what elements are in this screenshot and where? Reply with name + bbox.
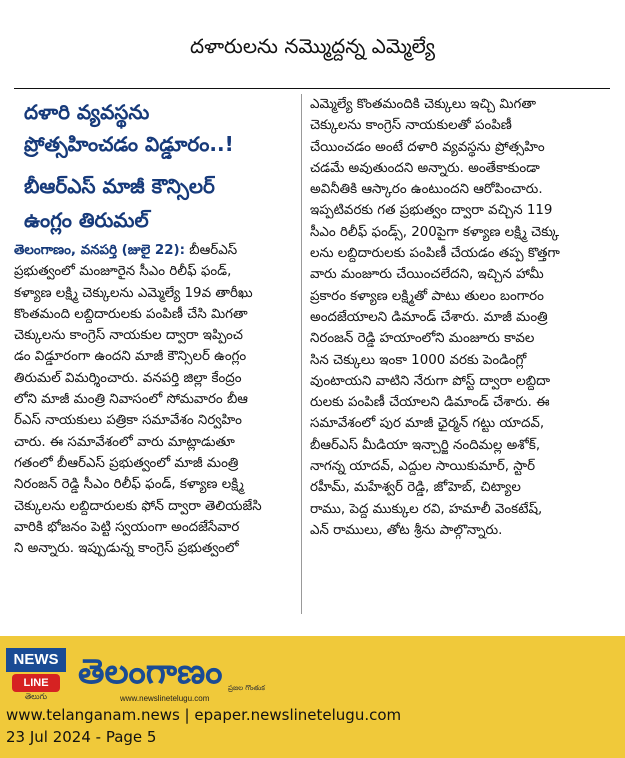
left-line: కళ్యాణ లక్ష్మి చెక్కులను ఎమ్మెల్యే 19వ తారీఖు xyxy=(14,285,253,301)
right-line: చెక్కులను కాంగ్రెస్ నాయకులతో పంపిణీ xyxy=(310,118,512,134)
subhead-line-1: దళారి వ్యవస్థను xyxy=(24,100,150,124)
right-line: రులకు పంపిణీ చేయాలని డిమాండ్ చేశారు. ఈ xyxy=(310,395,550,411)
left-line: చెక్కులను లబ్దిదారులకు ఫోన్ ద్వారా తెలియజేసి xyxy=(14,498,262,514)
left-line: నిరంజన్ రెడ్డి సీఎం రిలీఫ్ ఫండ్, కళ్యాణ లక్ష్మి xyxy=(14,477,244,493)
telanganam-tagline: ప్రజల గొంతుక xyxy=(228,684,265,692)
footer-sites: www.telanganam.news | epaper.newslinetelugu.com xyxy=(6,706,402,724)
right-line: నిరంజన్ రెడ్డి హయాంలోని మంజూరు కావల xyxy=(310,331,535,347)
headline-rule xyxy=(14,88,610,89)
left-line: డం విడ్డూరంగా ఉందని మాజీ కౌన్సిలర్ ఉంగ్లం xyxy=(14,349,247,365)
left-line: ర్ఎస్ నాయకులు పత్రికా సమావేశం నిర్వహిం xyxy=(14,413,242,429)
right-line: రాము, పెద్ద ముక్కుల రవి, హమాలీ వెంకటేష్, xyxy=(310,501,543,517)
left-line-0: బీఆర్ఎస్ xyxy=(189,243,238,258)
subhead-line-4: ఉంగ్లం తిరుమల్ xyxy=(24,208,149,232)
right-line: వుంటాయని వాటిని నేరుగా పోస్ట్ ద్వారా లబ్దిదా xyxy=(310,373,551,389)
column-divider xyxy=(301,94,302,614)
newsline-logo-top: NEWS xyxy=(6,648,66,672)
dateline: తెలంగాణం, వనపర్తి (జులై 22): xyxy=(14,243,186,258)
telanganam-logo-url: www.newslinetelugu.com xyxy=(120,694,210,703)
right-line: సమావేశంలో పుర మాజీ ఛైర్మన్ గట్టు యాదవ్, xyxy=(310,416,545,432)
right-line: సీఎం రిలీఫ్ ఫండ్స్, 200పైగా కళ్యాణ లక్ష్మి చెక్కు xyxy=(310,224,560,240)
subhead-line-2: ప్రోత్సహించడం విడ్డూరం..! xyxy=(24,132,234,156)
newsline-logo-bottom: LINE xyxy=(12,674,60,692)
left-line: కొంతమంది లబ్దిదారులకు పంపిణీ చేసి మిగతా xyxy=(14,306,248,322)
right-line: లను లబ్దిదారులకు పంపిణీ చేయడం తప్ప కొత్తగా xyxy=(310,246,560,262)
newsline-logo xyxy=(6,648,66,700)
left-line: లోని మాజీ మంత్రి నివాసంలో సోమవారం బీఆ xyxy=(14,392,248,408)
left-line: తిరుమల్ విమర్శించారు. వనపర్తి జిల్లా కేంద్రం xyxy=(14,370,242,386)
subhead-line-3: బీఆర్ఎస్ మాజీ కౌన్సిలర్ xyxy=(24,174,215,198)
right-line: అవినీతికి ఆస్కారం ఉంటుందని ఆరోపించారు. xyxy=(310,182,543,198)
right-line: నాగన్న యాదవ్, ఎద్దుల సాయికుమార్, స్టార్ xyxy=(310,459,536,475)
right-line: ఎమ్మెల్యే కొంతమందికి చెక్కులు ఇచ్చి మిగతా xyxy=(310,97,536,112)
left-line: ప్రభుత్వంలో మంజూరైన సీఎం రిలీఫ్ ఫండ్, xyxy=(14,264,232,280)
right-line: చడమే అవుతుందని అన్నారు. అంతేకాకుండా xyxy=(310,160,540,176)
right-line: రహీమ్, మహేశ్వర్ రెడ్డి, జోహెబ్, చిట్యాల xyxy=(310,480,521,496)
headline: దళారులను నమ్మొద్దన్న ఎమ్మెల్యే xyxy=(189,34,436,58)
left-line: చారు. ఈ సమావేశంలో వారు మాట్లాడుతూ xyxy=(14,434,235,450)
right-line: బీఆర్ఎస్ మీడియా ఇన్చార్జి నందిమల్ల అశోక్, xyxy=(310,437,541,453)
footer-date-page: 23 Jul 2024 - Page 5 xyxy=(6,728,157,746)
left-line-first xyxy=(14,240,296,261)
right-line: అందజేయాలని డిమాండ్ చేశారు. మాజీ మంత్రి xyxy=(310,309,548,325)
left-line: ని అన్నారు. ఇప్పుడున్న కాంగ్రెస్ ప్రభుత్వంలో xyxy=(14,541,239,557)
right-line: వారు మంజూరు చేయించలేదని, ఇచ్చిన హామీ xyxy=(310,267,544,283)
right-line: ప్రకారం కళ్యాణ లక్ష్మితో పాటు తులం బంగారం xyxy=(310,288,544,304)
newsline-logo-lang: తెలుగు xyxy=(24,692,48,701)
right-line: సిన చెక్కులు ఇంకా 1000 వరకు పెండింగ్లో xyxy=(310,352,527,368)
left-line: గతంలో బీఆర్ఎస్ ప్రభుత్వంలో మాజీ మంత్రి xyxy=(14,455,239,471)
right-line: ఇప్పటివరకు గత ప్రభుత్వం ద్వారా వచ్చిన 119 xyxy=(310,203,553,219)
right-column xyxy=(310,94,612,541)
left-column xyxy=(14,240,296,559)
telanganam-logo: తెలంగాణం xyxy=(78,652,223,692)
right-line: ఎన్ రాములు, తోట శ్రీను పాల్గొన్నారు. xyxy=(310,522,503,538)
left-line: వారికి భోజనం పెట్టి స్వయంగా అందజేసేవార xyxy=(14,519,240,535)
right-line: చేయించడం అంటే దళారి వ్యవస్థను ప్రోత్సహిం xyxy=(310,139,545,155)
left-line: చెక్కులను కాంగ్రెస్ నాయకుల ద్వారా ఇప్పించ xyxy=(14,328,243,344)
